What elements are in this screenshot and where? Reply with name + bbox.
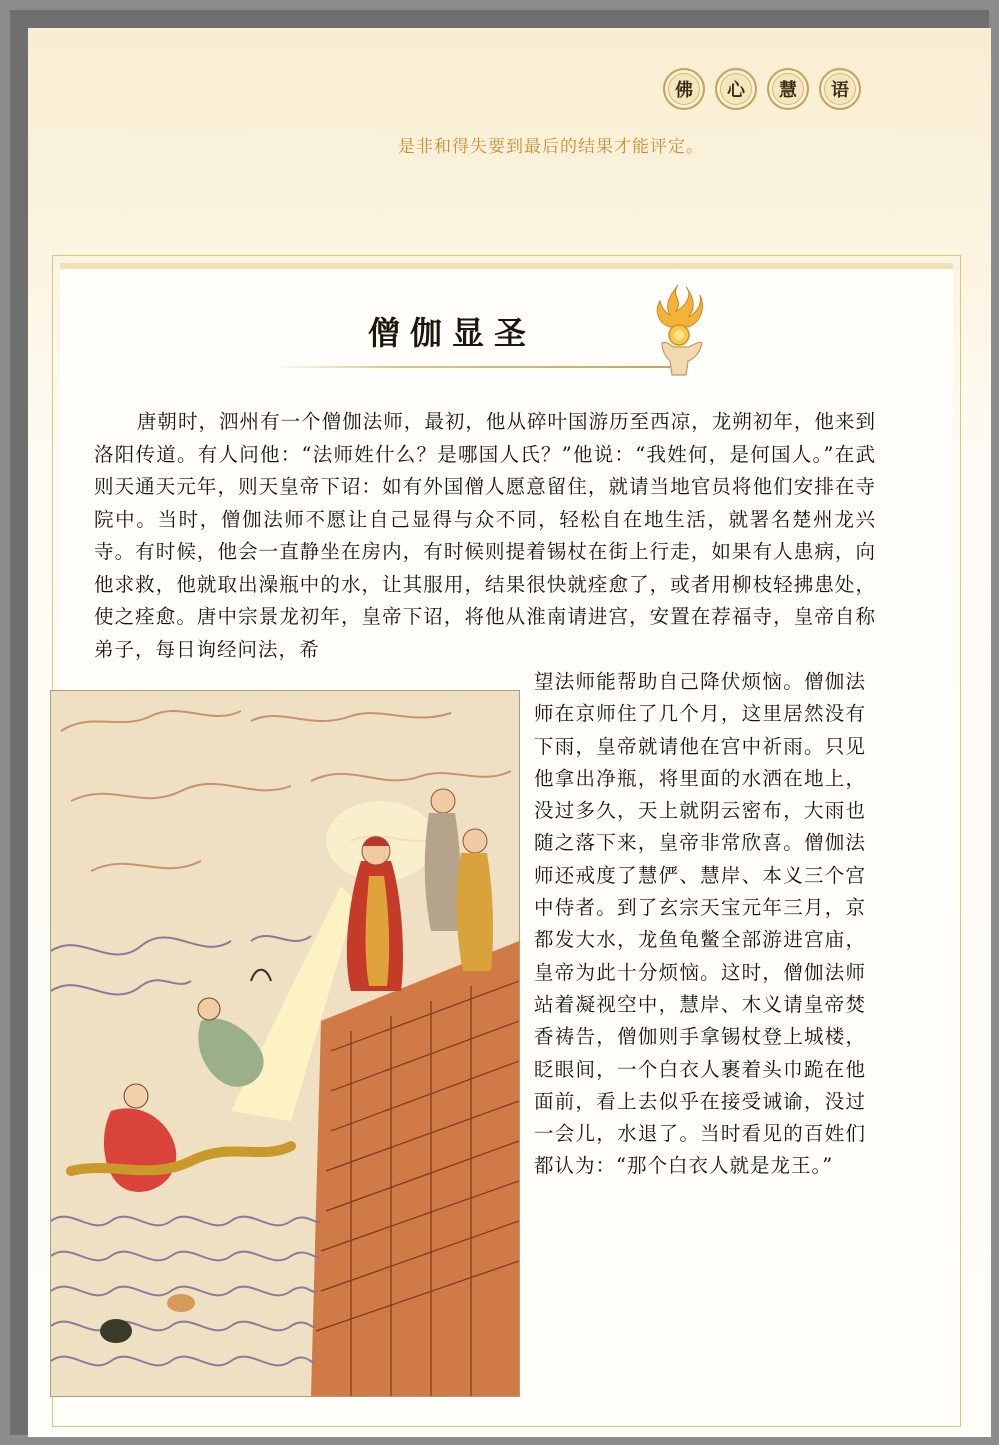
- header-badges: [663, 68, 861, 110]
- badge-yu: 语: [819, 68, 861, 110]
- paragraph-side: 望法师能帮助自己降伏烦恼。僧伽法师在京师住了几个月，这里居然没有下雨，皇帝就请他在宫中祈雨。只见他拿出净瓶，将里面的水洒在地上，没过多久，天上就阴云密布，大雨也随之落下来，皇帝非常欣喜。僧伽法师还戒度了慧俨、慧岸、本义三个宫中侍者。到了玄宗天宝元年三月，京都发大水，龙鱼龟鳖全部游进宫庙，皇帝为此十分烦恼。这时，僧伽法师站着凝视空中，慧岸、木义请皇帝焚香祷告，僧伽则手拿锡杖登上城楼，眨眼间，一个白衣人裹着头巾跪在他面前，看上去似乎在接受诫谕，没过一会儿，水退了。当时看见的百姓们都认为：“那个白衣人就是龙王。”: [534, 670, 866, 1178]
- illustration-painting: [50, 690, 520, 1397]
- page-subtitle: 是非和得失要到最后的结果才能评定。: [398, 137, 704, 157]
- flaming-jewel-hand-icon: [648, 283, 708, 378]
- badge-hui: 慧: [767, 68, 809, 110]
- page-frame: [10, 10, 989, 1435]
- monk-dragon-flood-painting: [51, 691, 519, 1396]
- badge-xin: 心: [715, 68, 757, 110]
- article-side-column: [534, 666, 866, 1183]
- paragraph-main: 唐朝时，泗州有一个僧伽法师，最初，他从碎叶国游历至西凉，龙朔初年，他来到洛阳传道。有人问他：“法师姓什么？是哪国人氏？”他说：“我姓何，是何国人。”在武则天通天元年，则天皇帝下诏：如有外国僧人愿意留住，就请当地官员将他们安排在寺院中。当时，僧伽法师不愿让自己显得与众不同，轻松自在地生活，就署名楚州龙兴寺。有时候，他会一直静坐在房内，有时候则提着锡杖在街上行走，如果有人患病，向他求救，他就取出澡瓶中的水，让其服用，结果很快就痊愈了，或者用柳枝轻拂患处，使之痊愈。唐中宗景龙初年，皇帝下诏，将他从淮南请进宫，安置在荐福寺，皇帝自称弟子，每日询经问法，希: [94, 410, 876, 661]
- title-underline: [268, 366, 688, 368]
- article-title: 僧伽显圣: [368, 314, 537, 352]
- book-page: [28, 28, 991, 1437]
- article-body: [94, 406, 876, 666]
- badge-fo: 佛: [663, 68, 705, 110]
